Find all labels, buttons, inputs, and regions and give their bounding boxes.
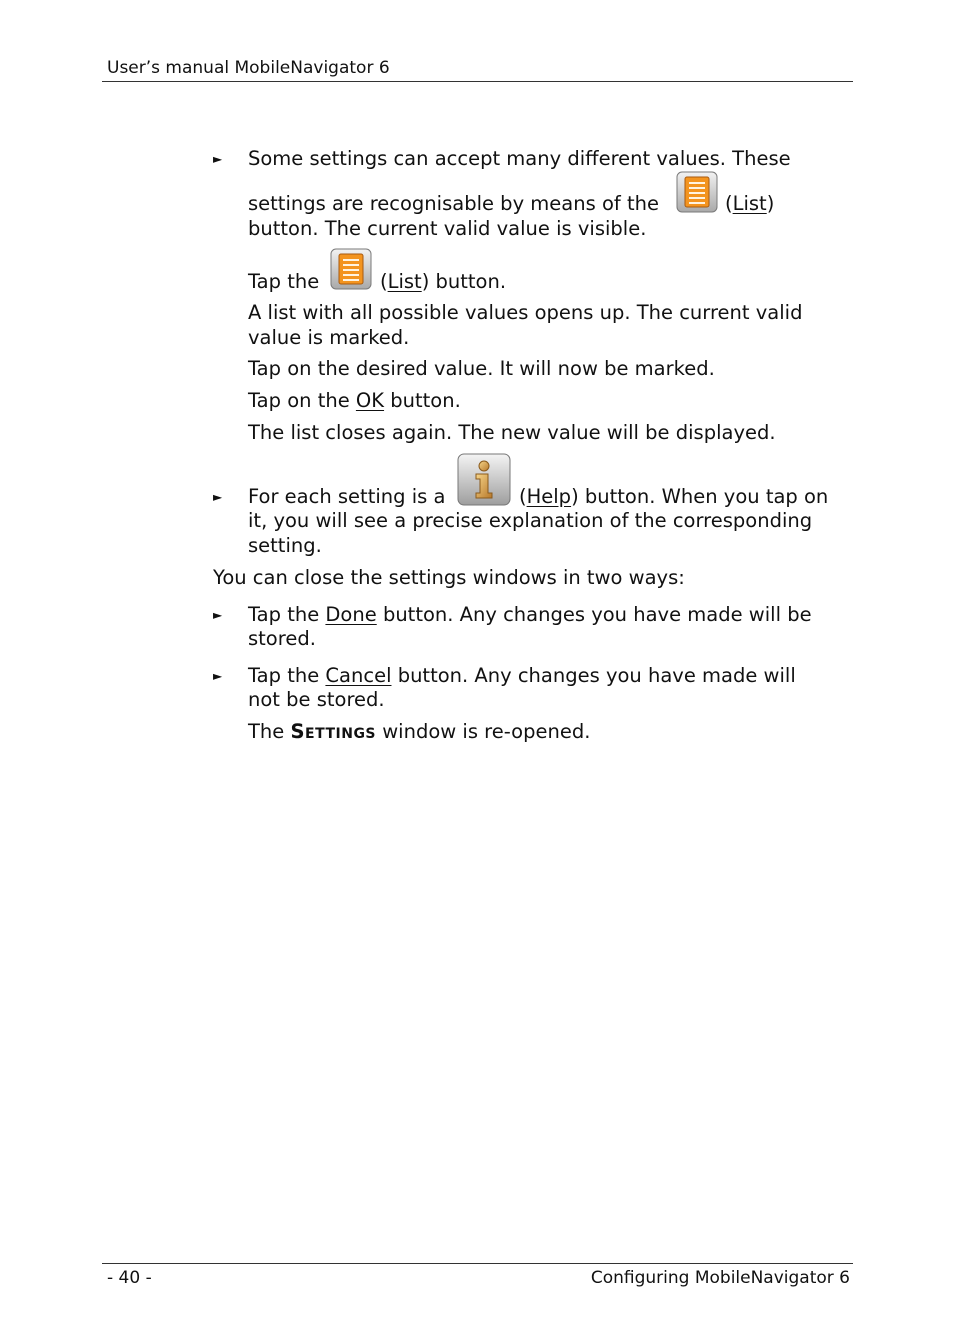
tap-list-pre: Tap the bbox=[248, 270, 320, 293]
header-title: User’s manual MobileNavigator 6 bbox=[107, 58, 390, 78]
bullet-4-line-2: not be stored. bbox=[248, 688, 385, 711]
list-opens-line-2: value is marked. bbox=[248, 326, 410, 349]
help-link[interactable]: Help bbox=[526, 485, 572, 508]
bullet-2-pre: For each setting is a bbox=[248, 485, 446, 508]
tap-list-ref: (List) button. bbox=[380, 270, 507, 293]
bullet-4-line-1: Tap the Cancel button. Any changes you have made will bbox=[248, 664, 796, 687]
done-link[interactable]: Done bbox=[325, 603, 377, 626]
bullet-marker: ► bbox=[213, 490, 223, 504]
bullet-2-line-2: it, you will see a precise explanation of the corresponding bbox=[248, 509, 813, 532]
settings-reopened: The Settings window is re-opened. bbox=[248, 720, 591, 743]
list-link[interactable]: List bbox=[387, 270, 422, 293]
bullet-marker: ► bbox=[213, 152, 223, 166]
bullet-2-line-3: setting. bbox=[248, 534, 322, 557]
footer-rule bbox=[102, 1263, 853, 1264]
list-button-icon bbox=[330, 248, 372, 294]
list-link[interactable]: List bbox=[732, 192, 767, 215]
bullet-3-line-2: stored. bbox=[248, 627, 316, 650]
help-ref: (Help) button. When you tap on bbox=[519, 485, 829, 508]
list-opens-line-1: A list with all possible values opens up. The current valid bbox=[248, 301, 803, 324]
tap-desired-value: Tap on the desired value. It will now be marked. bbox=[248, 357, 715, 380]
footer-section-title: Configuring MobileNavigator 6 bbox=[590, 1268, 850, 1288]
bullet-1-line-1: Some settings can accept many different values. These bbox=[248, 147, 791, 170]
bullet-marker: ► bbox=[213, 608, 223, 622]
list-closes: The list closes again. The new value will be displayed. bbox=[248, 421, 776, 444]
bullet-1-line-2: settings are recognisable by means of the bbox=[248, 192, 659, 215]
page-number: - 40 - bbox=[107, 1268, 152, 1288]
settings-window-name: Settings bbox=[290, 720, 377, 743]
close-ways-paragraph: You can close the settings windows in two ways: bbox=[213, 566, 685, 589]
bullet-3-line-1: Tap the Done button. Any changes you have made will be bbox=[248, 603, 812, 626]
info-button-icon bbox=[457, 453, 511, 510]
bullet-marker: ► bbox=[213, 669, 223, 683]
ok-link[interactable]: OK bbox=[355, 389, 385, 412]
list-ref-1: (List) bbox=[725, 192, 775, 215]
page-header bbox=[102, 57, 853, 82]
bullet-1-line-3: button. The current valid value is visible. bbox=[248, 217, 647, 240]
list-button-icon bbox=[676, 171, 718, 217]
tap-ok: Tap on the OK button. bbox=[248, 389, 461, 412]
cancel-link[interactable]: Cancel bbox=[325, 664, 392, 687]
